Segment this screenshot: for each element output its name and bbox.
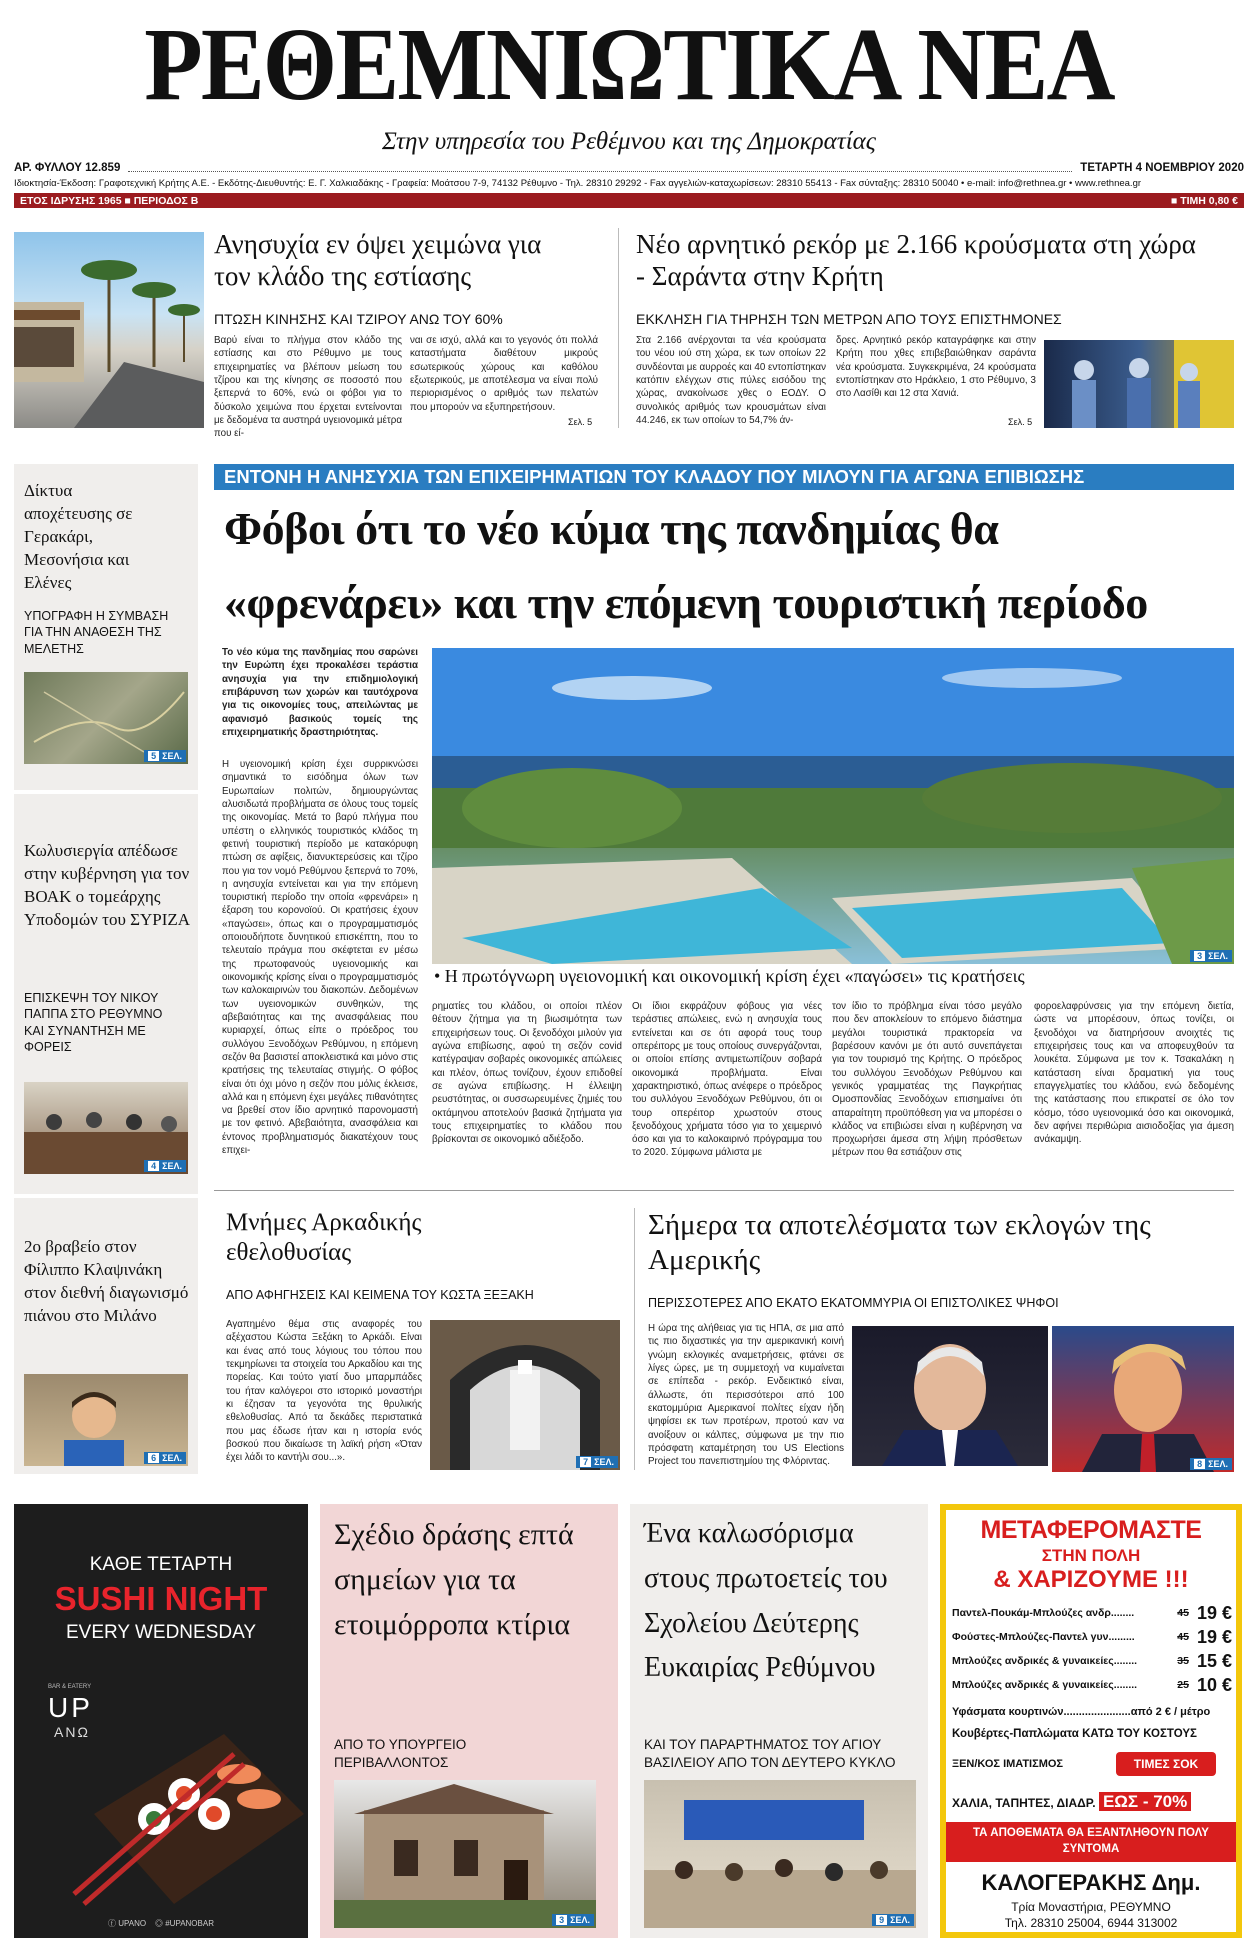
shop-ad-subtitle2: & ΧΑΡΙΖΟΥΜΕ !!! xyxy=(993,1566,1189,1593)
arkadi-subhead: ΑΠΟ ΑΦΗΓΗΣΕΙΣ ΚΑΙ ΚΕΙΜΕΝΑ ΤΟΥ ΚΩΣΤΑ ΞΕΞΑΚΗ xyxy=(226,1288,534,1302)
issue-number: ΑΡ. ΦΥΛΛΟΥ 12.859 xyxy=(14,162,121,174)
shop-carpets: ΧΑΛΙΑ, ΤΑΠΗΤΕΣ, ΔΙΑΔΡ. ΕΩΣ - 70% xyxy=(952,1792,1236,1812)
hotel-pool-photo xyxy=(432,648,1234,964)
dotted-leader xyxy=(128,164,1072,172)
lead-col2: ρηματίες του κλάδου, οι οποίοι πλέον θέτουν ζήτημα για τη βιωσιμότητα των επιχειρήσεων τους. Οι ξενοδόχοι μιλούν για αγώνα επιβίωσης, αφού τη σεζόν covid κατέγραψαν σοβαρές οικονομικές απώλειες και πλέον, όπως τονίζουν, έχουν επιδοθεί σε αγώνα επιβίωσης. Η έλλειψη ρευστότητας, οι συσσωρευμένες ζημιές του οκτάμηνου αποτελούν βασικά ζητήματα για τους επιχειρηματίες το κλάδου που βρίσκονται σε οικονομικό αδιέξοδο. xyxy=(432,1001,622,1146)
sidebar-item-1-page-badge: 5 ΣΕΛ. xyxy=(144,750,186,762)
shop-ad-title: ΜΕΤΑΦΕΡΟΜΑΣΤΕ xyxy=(980,1516,1202,1544)
instagram-icon: ◎ xyxy=(154,1919,163,1928)
shop-address: Τρία Μοναστήρια, ΡΕΘΥΜΝΟ xyxy=(1011,1900,1171,1914)
sushi-ad-line1: ΚΑΘΕ ΤΕΤΑΡΤΗ xyxy=(89,1554,233,1575)
arkadi-monument-photo xyxy=(430,1320,620,1470)
old-building-photo xyxy=(334,1780,596,1928)
shop-owner: ΚΑΛΟΓΕΡΑΚΗΣ Δημ. xyxy=(981,1870,1201,1895)
sushi-ad-brand: UP xyxy=(48,1692,93,1723)
shop-fabric: Υφάσματα κουρτινών......................από 2 € / μέτρο xyxy=(952,1706,1211,1718)
sidebar-item-1-sub: ΥΠΟΓΡΑΦΗ Η ΣΥΜΒΑΣΗ ΓΙΑ ΤΗΝ ΑΝΑΘΕΣΗ ΤΗΣ ΜΕΛΕΤΗΣ xyxy=(24,609,169,656)
lead-kicker: ΕΝΤΟΝΗ Η ΑΝΗΣΥΧΙΑ ΤΩΝ ΕΠΙΧΕΙΡΗΜΑΤΙΩΝ ΤΟΥ ΚΛΑΔΟΥ ΠΟΥ ΜΙΛΟΥΝ ΓΙΑ ΑΓΩΝΑ ΕΠΙΒΙΩΣΗΣ xyxy=(214,464,1234,490)
trump-photo xyxy=(1052,1326,1234,1472)
shop-price-row: Μπλούζες ανδρικές & γυναικείες........ 35 15 € xyxy=(952,1650,1232,1671)
sushi-ad[interactable] xyxy=(14,1504,308,1938)
clothing-shop-ad[interactable] xyxy=(940,1504,1242,1938)
sushi-ad-brand2: ΑΝΩ xyxy=(54,1724,90,1740)
top-left-subhead: ΠΤΩΣΗ ΚΙΝΗΣΗΣ ΚΑΙ ΤΖΙΡΟΥ ΑΝΩ ΤΟΥ 60% xyxy=(214,311,503,327)
top-right-body-col2: δρες. Αρνητικό ρεκόρ καταγράφηκε και στην Κρήτη που χθες επιβεβαιώθηκαν σαράντα νέα κρούσματα. Συγκεκριμένα, 24 κρούσματα εντοπίστηκαν στο Ηράκλειο, 1 στο Ρέθυμνο, 3 στο Λασίθι και 12 στα Χανιά. xyxy=(836,335,1036,400)
sidebar-item-1-headline: Δίκτυα αποχέτευσης σε Γερακάρι, Μεσονήσια και Ελένες xyxy=(24,481,133,592)
usa-headline: Σήμερα τα αποτελέσματα των εκλογών της Αμερικής xyxy=(648,1209,1151,1276)
top-left-body-col1: Βαρύ είναι το πλήγμα στον κλάδο της εστίασης και στο Ρέθυμνο με τους επιχειρηματίες να βλέπουν μείωση του τζίρου και της κίνησης σε ποσοστό που ξεπερνά το 60%, ενώ οι φόβοι για το δύσκολο χειμώνα που έρχεται εντείνονται με δεδομένα τα αυστηρά υγειονομικά μέτρα που εί- xyxy=(214,335,402,440)
sidebar-item-3-headline: 2ο βραβείο στον Φίλιππο Κλαψινάκη στον διεθνή διαγωνισμό πιάνου στο Μιλάνο xyxy=(24,1237,189,1325)
lead-col4: τον ίδιο το πρόβλημα είναι τόσο μεγάλο που δεν αποκλείουν το επόμενο διάστημα μεγάλοι τουριστικά πρακτορεία να βαρέσουν κανόνι με ότι αυτό συνεπάγεται για τον τουρισμό της Κρήτης. Ο πρόεδρος του συλλόγου Ξενοδόχων Ρεθύμνου και γενικός γραμματέας της Παγκρήτιας Ομοσπονδίας Ξενοδόχων επισημαίνει ότι απαραίτητη προϋπόθεση για να μπορέσει ο κλάδος να επιβιώσει είναι η κυβέρνηση να προχωρήσει άμεσα στη λήψη πρόσθετων μέτρων που θα εστιάζουν στις xyxy=(832,1001,1022,1159)
top-left-headline: Ανησυχία εν όψει χειμώνα για τον κλάδο της εστίασης xyxy=(214,229,542,292)
tagline: Στην υπηρεσία του Ρεθέμνου και της Δημοκρατίας xyxy=(382,128,876,155)
publisher-info: Ιδιοκτησία-Έκδοση: Γραφοτεχνική Κρήτης Α.Ε. - Εκδότης-Διευθυντής: Ε. Γ. Χαλκιαδάκης - Γραφεία: Μοάτσου 7-9, 74132 Ρέθυμνο - Τηλ. 28310 29292 - Fax αγγελιών-καταχωρίσεων: 28310 55413 - Fax σύνταξης: 28310 50040 • e-mail: info@rethnea.gr • www.rethnea.gr xyxy=(14,178,1142,189)
issue-row xyxy=(14,160,1244,176)
top-left-page-ref: Σελ. 5 xyxy=(568,417,593,427)
sushi-ad-line2: SUSHI NIGHT xyxy=(54,1580,268,1617)
section-divider xyxy=(214,1190,1234,1191)
buildings-headline: Σχέδιο δράσης επτά σημείων για τα ετοιμόρροπα κτίρια xyxy=(334,1518,574,1641)
newspaper-title: ΡΕΘΕΜΝΙΩΤΙΚΑ ΝΕΑ xyxy=(144,7,1114,122)
top-left-body-col2: ναι σε ισχύ, αλλά και το γεγονός ότι πολλά καταστήματα διαθέτουν μικρούς εσωτερικούς χώρους και καθόλου εξωτερικούς, με αποτέλεσμα να είναι πολύ περιορισμένος ο αριθμός των πελατών που μπορούν να εξυπηρετήσουν. xyxy=(410,335,598,413)
lead-col5: φοροελαφρύνσεις για την επόμενη διετία, ώστε να μπορέσουν, όπως τονίζει, οι ξενοδόχοι να διατηρήσουν ανοιχτές τις επιχειρήσεις τους και να αποφευχθούν τα λουκέτα. Σύμφωνα με τον κ. Τσακαλάκη η κατάσταση είναι δραματική για τους επαγγελματίες του κλάδου, ενώ δεδομένης της κατάστασης που επικρατεί σε όλο τον κόσμο, τόσο υγειονομικά όσο και οικονομικά, δεν αφήνει περιθώρια αισιοδοξίας για άμεση ανάκαμψη. xyxy=(1034,1001,1234,1146)
founded-bar xyxy=(14,193,1244,208)
shop-price-row: Μπλούζες ανδρικές & γυναικείες........ 25 10 € xyxy=(952,1674,1232,1695)
lead-page-badge: 3 ΣΕΛ. xyxy=(1190,950,1232,962)
school-headline: Ένα καλωσόρισμα στους πρωτοετείς του Σχολείου Δεύτερης Ευκαιρίας Ρεθύμνου xyxy=(644,1518,888,1684)
shop-price-row: Φούστες-Μπλούζες-Παντελ γυν......... 45 19 € xyxy=(952,1626,1232,1647)
facebook-icon: ⓕ xyxy=(108,1919,116,1928)
lead-photo-caption: • Η πρωτόγνωρη υγειονομική και οικονομική κρίση έχει «παγώσει» τις κρατήσεις xyxy=(434,966,1025,986)
top-right-body-col1: Στα 2.166 ανέρχονται τα νέα κρούσματα του νέου ιού στη χώρα, εκ των οποίων 22 συνδέονται με αυρροές και 40 εντοπίστηκαν κατόπιν ελέγχων στις πύλες εισόδου της χώρας, ανακοίνωσε χθες ο ΕΟΔΥ. Ο συνολικός αριθμός των κρουσμάτων είναι 44.246, εκ των οποίων το 54,7% άν- xyxy=(636,335,826,426)
medical-staff-photo xyxy=(1044,340,1234,428)
shop-price-row: Παντελ-Πουκάμ-Μπλούζες ανδρ........ 45 19 € xyxy=(952,1602,1232,1623)
meeting-photo xyxy=(24,1082,188,1174)
aerial-map-photo xyxy=(24,672,188,764)
sushi-ad-line3: EVERY WEDNESDAY xyxy=(65,1622,257,1643)
lead-col1: Η υγειονομική κρίση έχει συρρικνώσει σημαντικά το εισόδημα όλων των Ευρωπαίων πολιτών, δημιουργώντας αλυσιδωτά προβλήματα σε όλους τους τομείς της οικονομίας. Μετά το βαρύ πλήγμα που υπέστη ο ελληνικός τουριστικός κλάδος τη φετινή τουριστική περίοδο με κατακόρυφη πτώση σε αφίξεις, διανυκτερεύσεις και τζίρο που για τον νομό Ρεθύμνου ξεπερνά το 70%, η ανησυχία εντείνεται και για την επόμενη τουριστική περίοδο την οποία «φρενάρει» η έξαρση του κορονοϊού. Οι κρατήσεις έχουν «παγώσει», όπως και ο προγραμματισμός οποιουδήποτε δυνητικού επισκέπτη, που το τελευταίο πράγμα που σκέφτεται εν μέσω της πρωτοφανούς υγειονομικής και οικονομικής κρίσης είναι ο προγραμματισμός των καλοκαιρινών του διακοπών. Δεδομένων των υγειονομικών συνθηκών, της αβεβαιότητας και της ανασφάλειας που κυριαρχεί, όπως είπε ο πρόεδρος του συλλόγου Ξενοδόχων Ρεθύμνου, η επόμενη σεζόν θα βασιστεί αποκλειστικά και μόνο στις κρατήσεις της τελευταίας στιγμής. Ο φόβος είναι ότι όχι μόνο η σεζόν που μόλις έκλεισε, αλλά και η επόμενη έχει μεγάλες πιθανότητες να βρεθεί στον ίδιο αρνητικό παρονομαστή με τον φετινό. Αβεβαιότητα, ανασφάλεια και έντονος προβληματισμός διακατέχουν τους επιχει- xyxy=(222,759,418,1157)
sidebar-item-3-page-badge: 6 ΣΕΛ. xyxy=(144,1452,186,1464)
lead-col3: Οι ίδιοι εκφράζουν φόβους για νέες τεράστιες απώλειες, ενώ η ανησυχία τους εντείνεται και σε ότι αφορά τους τουρ οπερέιτορς με τους οποίους συνεργάζονται, οι οποίοι επίσης αντιμετωπίζουν σοβαρά οικονομικά προβλήματα. Είναι χαρακτηριστικό, όπως ανέφερε ο πρόεδρος του συλλόγου Ξενοδόχων Ρεθύμνου, ότι οι τουρ οπερέιτορ χρωστούν στους ξενοδόχους χρήματα τόσο για το χειμερινό όσο και για το καλοκαιρινό πρόγραμμα του το 2020. Σύμφωνα μάλιστα με xyxy=(632,1001,822,1159)
sidebar-item-2-page-badge: 4 ΣΕΛ. xyxy=(144,1160,186,1172)
arkadi-body: Αγαπημένο θέμα στις αναφορές του αξέχαστου Κώστα Ξεξάκη το Αρκάδι. Είναι και ένας από τους λόγιους του τόπου που τεκμηρίωνει τα στοιχεία του Αρκαδίου και της πορείας. Και τούτο γιατί δυο μπαρμπάδες του ήταν καλόγεροι στο ιστορικό μοναστήρι κι έζησαν τα γεγονότα της θρυλικής εθελοθυσίας. Από τα δεκάδες περιστατικά που μας έδωσε ήταν και η ιστορία ενός βοσκού που δικαίωσε τη λαϊκή ρήση «Όταν έχει λάδι το καντήλι σου...». xyxy=(226,1319,422,1464)
column-divider-2 xyxy=(634,1208,635,1470)
usa-body: Η ώρα της αλήθειας για τις ΗΠΑ, σε μια από τις πιο διχαστικές για την αμερικανική κοινή γνώμη εκλογικές αναμετρήσεις, φτάνει σε λίγες ώρες, με τη συμμετοχή να κυμαίνεται σε επίπεδα - ρεκόρ. Ενδεικτικό είναι, άλλωστε, ότι περισσότεροι από 100 εκατομμύρια Αμερικανοί πολίτες είχαν ήδη ψηφίσει εκ των προτέρων, προτού καν να ανοίξουν οι κάλπες, σύμφωνα με την πιο πρόσφατη καταμέτρηση του US Elections Project του πανεπιστημίου της Φλόριντας. xyxy=(648,1323,844,1468)
top-right-headline: Νέο αρνητικό ρεκόρ με 2.166 κρούσματα στη χώρα - Σαράντα στην Κρήτη xyxy=(636,229,1196,292)
shop-times-badge: ΤΙΜΕΣ ΣΟΚ xyxy=(1116,1752,1216,1776)
shop-blankets: Κουβέρτες-Παπλώματα ΚΑΤΩ ΤΟΥ ΚΟΣΤΟΥΣ xyxy=(952,1728,1197,1740)
cafe-street-photo xyxy=(14,232,204,428)
shop-discount: ΕΩΣ - 70% xyxy=(1099,1792,1191,1811)
lead-headline-line1: Φόβοι ότι το νέο κύμα της πανδημίας θα xyxy=(224,503,999,554)
top-right-page-ref: Σελ. 5 xyxy=(1008,417,1033,427)
sushi-ad-footer: ⓕ UPANO ◎ #UPANOBAR xyxy=(108,1919,214,1928)
school-page-badge: 9 ΣΕΛ. xyxy=(872,1914,914,1926)
lead-headline-line2: «φρενάρει» και την επόμενη τουριστική περίοδο xyxy=(224,577,1148,628)
arkadi-headline: Μνήμες Αρκαδικής εθελοθυσίας xyxy=(226,1209,422,1266)
sushi-platter-icon xyxy=(74,1704,304,1904)
top-right-subhead: ΕΚΚΛΗΣΗ ΓΙΑ ΤΗΡΗΣΗ ΤΩΝ ΜΕΤΡΩΝ ΑΠΟ ΤΟΥΣ ΕΠΙΣΤΗΜΟΝΕΣ xyxy=(636,311,1062,327)
sidebar-item-2-headline: Κωλυσιεργία απέδωσε στην κυβέρνηση για τον ΒΟΑΚ ο τομεάρχης Υποδομών του ΣΥΡΙΖΑ xyxy=(24,841,191,929)
usa-page-badge: 8 ΣΕΛ. xyxy=(1190,1458,1232,1470)
shop-ad-subtitle1: ΣΤΗΝ ΠΟΛΗ xyxy=(1041,1546,1141,1565)
pianist-boy-photo xyxy=(24,1374,188,1466)
shop-underwear: ΞΕΝ/ΚΟΣ ΙΜΑΤΙΣΜΟΣ xyxy=(952,1758,1064,1770)
biden-photo xyxy=(852,1326,1048,1466)
price-text: ■ ΤΙΜΗ 0,80 € xyxy=(1170,194,1238,207)
lead-intro: Το νέο κύμα της πανδημίας που σαρώνει την Ευρώπη έχει προκαλέσει τεράστια ανησυχία για την επιδημιολογική επιβάρυνση των χωρών και ταυτόχρονα για τις οικονομίες τους, απειλώντας με αφανισμό βασικούς τομείς της επιχειρηματικής δραστηριότητας. xyxy=(222,647,418,738)
classroom-photo xyxy=(644,1780,916,1928)
shop-stock-notice: ΤΑ ΑΠΟΘΕΜΑΤΑ ΘΑ ΕΞΑΝΤΛΗΘΟΥΝ ΠΟΛΥ ΣΥΝΤΟΜΑ xyxy=(946,1822,1236,1862)
sidebar-divider-2 xyxy=(14,1194,198,1198)
buildings-page-badge: 3 ΣΕΛ. xyxy=(552,1914,594,1926)
school-subhead: ΚΑΙ ΤΟΥ ΠΑΡΑΡΤΗΜΑΤΟΣ ΤΟΥ ΑΓΙΟΥ ΒΑΣΙΛΕΙΟΥ ΑΠΟ ΤΟΝ ΔΕΥΤΕΡΟ ΚΥΚΛΟ xyxy=(644,1737,896,1771)
sidebar-item-2-sub: ΕΠΙΣΚΕΨΗ ΤΟΥ ΝΙΚΟΥ ΠΑΠΠΑ ΣΤΟ ΡΕΘΥΜΝΟ ΚΑΙ ΣΥΝΑΝΤΗΣΗ ΜΕ ΦΟΡΕΙΣ xyxy=(24,991,163,1054)
sidebar-divider xyxy=(14,790,198,794)
issue-date: ΤΕΤΑΡΤΗ 4 ΝΟΕΜΒΡΙΟΥ 2020 xyxy=(1080,162,1244,174)
arkadi-page-badge: 7 ΣΕΛ. xyxy=(576,1456,618,1468)
founded-text: ΕΤΟΣ ΙΔΡΥΣΗΣ 1965 ■ ΠΕΡΙΟΔΟΣ Β xyxy=(20,194,199,207)
sushi-ad-small: BAR & EATERY xyxy=(48,1684,92,1690)
column-divider xyxy=(618,228,619,428)
usa-subhead: ΠΕΡΙΣΣΟΤΕΡΕΣ ΑΠΟ ΕΚΑΤΟ ΕΚΑΤΟΜΜΥΡΙΑ ΟΙ ΕΠΙΣΤΟΛΙΚΕΣ ΨΗΦΟΙ xyxy=(648,1296,1059,1310)
shop-phone: Τηλ. 28310 25004, 6944 313002 xyxy=(1004,1916,1178,1930)
buildings-subhead: ΑΠΟ ΤΟ ΥΠΟΥΡΓΕΙΟ ΠΕΡΙΒΑΛΛΟΝΤΟΣ xyxy=(334,1737,467,1771)
